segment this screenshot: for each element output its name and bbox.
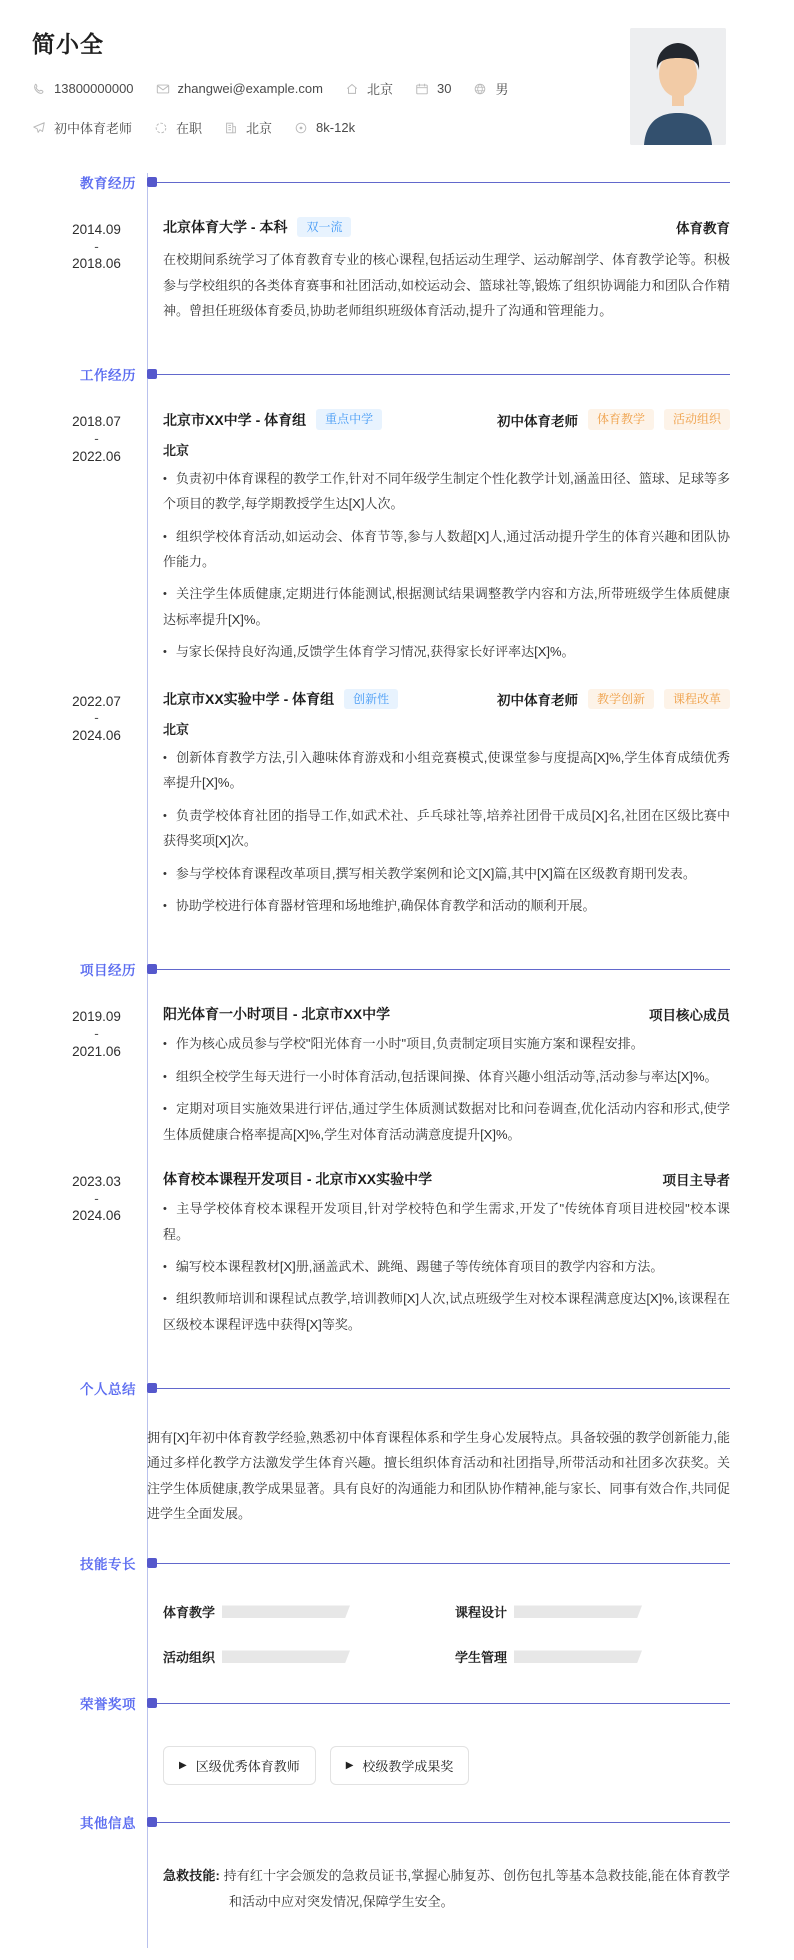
project-bullet: • 组织全校学生每天进行一小时体育活动,包括课间操、体育兴趣小组活动等,活动参与率达[X]%。 (163, 1068, 718, 1084)
section-rule (157, 182, 730, 183)
major-name: 体育教育 (676, 221, 730, 237)
work-bullet: • 组织学校体育活动,如运动会、体育节等,参与人数超[X]人,通过活动提升学生的体育兴趣和团队协作能力。 (163, 528, 730, 570)
profile-photo (630, 28, 726, 145)
section-title-projects: 项目经历 (80, 963, 136, 979)
entry-dates: 2014.09 - 2018.06 (72, 222, 121, 272)
timeline-node (147, 1698, 157, 1708)
role-tag: 体育教学 (588, 409, 654, 429)
contact-status: 在职 (154, 118, 202, 137)
honor-chip[interactable]: ▶ 区级优秀体育教师 (163, 1746, 316, 1785)
work-location: 北京 (163, 442, 190, 458)
contact-gender: 男 (473, 79, 508, 98)
timeline-node (147, 964, 157, 974)
skill-item: 课程设计 (455, 1602, 730, 1621)
work-bullet: • 负责初中体育课程的教学工作,针对不同年级学生制定个性化教学计划,涵盖田径、篮球、足球等多个项目的教学,每学期教授学生达[X]人次。 (163, 470, 730, 512)
other-info-text: 急救技能: 持有红十字会颁发的急救员证书,掌握心肺复苏、创伤包扎等基本急救技能,能在体育教学和活动中应对突发情况,保障学生安全。 (163, 1868, 730, 1909)
project-bullet: • 定期对项目实施效果进行评估,通过学生体质测试数据对比和问卷调查,优化活动内容和形式,使学生体质健康合格率提高[X]%,学生对体育活动满意度提升[X]%。 (163, 1101, 730, 1142)
education-desc: 在校期间系统学习了体育教育专业的核心课程,包括运动生理学、运动解剖学、体育教学论等。积极参与学校组织的各类体育赛事和社团活动,如校运动会、篮球社等,锻炼了组织协调能力和团队合作精神。曾担任班级体育委员,协助老师组织班级体育活动,提升了沟通和管理能力。 (163, 252, 730, 319)
skill-item: 学生管理 (455, 1647, 730, 1666)
project-bullet: • 组织教师培训和课程试点教学,培训教师[X]人次,试点班级学生对校本课程满意度达[X]%,该课程在区级校本课程评选中获得[X]等奖。 (163, 1291, 730, 1332)
section-rule (157, 374, 730, 375)
skill-bar (222, 1650, 350, 1663)
project-name: 体育校本课程开发项目 - 北京市XX实验中学 (163, 1171, 433, 1188)
resume-body (0, 155, 794, 1960)
timeline-node (147, 1817, 157, 1827)
skill-item: 体育教学 (163, 1602, 455, 1621)
job-role: 初中体育老师 (496, 692, 578, 708)
section-rule (157, 1388, 730, 1389)
play-icon: ▶ (345, 1760, 354, 1772)
email-icon (156, 82, 170, 96)
role-tag: 课程改革 (664, 689, 730, 709)
contact-location: 北京 (345, 79, 393, 98)
work-bullet: • 关注学生体质健康,定期进行体能测试,根据测试结果调整教学内容和方法,所带班级学生体质健康达标率提升[X]%。 (163, 586, 730, 627)
skill-list (0, 1602, 794, 1666)
contact-job-title: 初中体育老师 (32, 118, 132, 137)
other-info-label: 急救技能: (163, 1868, 220, 1884)
entry-dates: 2018.07 - 2022.06 (72, 414, 121, 464)
gender-icon (473, 82, 487, 96)
section-education (0, 169, 794, 355)
project-role: 项目核心成员 (649, 1008, 730, 1024)
company-tag: 创新性 (344, 689, 398, 709)
section-title-education: 教育经历 (80, 176, 136, 191)
timeline-node (147, 369, 157, 379)
candidate-name: 简小全 (32, 31, 104, 57)
work-location: 北京 (163, 721, 190, 737)
section-title-summary: 个人总结 (80, 1382, 136, 1398)
skill-bar (222, 1605, 350, 1618)
honor-chip[interactable]: ▶ 校级教学成果奖 (330, 1746, 470, 1785)
school-name: 北京体育大学 - 本科 (163, 219, 288, 236)
section-skills (0, 1550, 794, 1684)
section-title-skills: 技能专长 (80, 1557, 136, 1573)
project-bullet: • 编写校本课程教材[X]册,涵盖武术、跳绳、踢毽子等传统体育项目的教学内容和方法。 (163, 1258, 664, 1274)
project-bullet: • 主导学校体育校本课程开发项目,针对学校特色和学生需求,开发了"传统体育项目进校园"校本课程。 (163, 1201, 730, 1242)
project-bullet: • 作为核心成员参与学校"阳光体育一小时"项目,负责制定项目实施方案和课程安排。 (163, 1036, 644, 1052)
city-icon (224, 121, 238, 135)
contact-age: 30 (415, 81, 451, 96)
section-rule (157, 969, 730, 970)
education-entry (0, 217, 794, 323)
entry-dates: 2019.09 - 2021.06 (72, 1009, 121, 1059)
phone-icon (32, 82, 46, 96)
project-entry (0, 1169, 794, 1337)
skill-item: 活动组织 (163, 1647, 455, 1666)
section-summary (0, 1375, 794, 1544)
contact-city: 北京 (224, 118, 272, 137)
company-tag: 重点中学 (316, 409, 382, 429)
play-icon: ▶ (179, 1760, 187, 1772)
section-title-work: 工作经历 (80, 368, 136, 384)
timeline-node (147, 1383, 157, 1393)
project-entry (0, 1004, 794, 1147)
contact-salary: 8k-12k (294, 120, 355, 135)
section-other (0, 1809, 794, 1932)
status-icon (154, 121, 168, 135)
section-rule (157, 1563, 730, 1564)
skill-bar (514, 1650, 642, 1663)
honor-list (0, 1746, 794, 1785)
work-bullet: • 协助学校进行体育器材管理和场地维护,确保体育教学和活动的顺利开展。 (163, 897, 596, 913)
resume-header (0, 0, 794, 155)
entry-dates: 2022.07 - 2024.06 (72, 693, 121, 743)
work-bullet: • 负责学校体育社团的指导工作,如武术社、乒乓球社等,培养社团骨干成员[X]名,社团在区级比赛中获得奖项[X]次。 (163, 807, 730, 849)
section-projects (0, 956, 794, 1369)
section-honors (0, 1690, 794, 1803)
job-icon (32, 121, 46, 135)
school-tag: 双一流 (297, 217, 351, 237)
company-name: 北京市XX中学 - 体育组 (163, 411, 307, 428)
age-icon (415, 82, 429, 96)
work-entry (0, 689, 794, 919)
project-role: 项目主导者 (662, 1173, 730, 1189)
summary-text: 拥有[X]年初中体育教学经验,熟悉初中体育课程体系和学生身心发展特点。具备较强的教学创新能力,能通过多样化教学方法激发学生体育兴趣。擅长组织体育活动和社团指导,所带活动和社团多次获奖。关注学生体质健康,教学成果显著。具有良好的沟通能力和团队协作精神,能与家长、同事有效合作,共同促进学生全面发展。 (147, 1430, 730, 1522)
contact-phone: 13800000000 (32, 81, 134, 96)
work-bullet: • 创新体育教学方法,引入趣味体育游戏和小组竞赛模式,使课堂参与度提高[X]%,学生体育成绩优秀率提升[X]%。 (163, 749, 730, 791)
section-work (0, 361, 794, 950)
project-name: 阳光体育一小时项目 - 北京市XX中学 (163, 1006, 391, 1023)
section-rule (157, 1822, 730, 1823)
work-entry (0, 409, 794, 664)
timeline-node (147, 177, 157, 187)
entry-dates: 2023.03 - 2024.06 (72, 1174, 121, 1224)
section-title-other: 其他信息 (80, 1816, 136, 1832)
contact-row-2 (32, 118, 730, 137)
location-icon (345, 82, 359, 96)
contact-email: zhangwei@example.com (156, 81, 323, 96)
role-tag: 教学创新 (588, 689, 654, 709)
job-role: 初中体育老师 (496, 413, 578, 429)
role-tag: 活动组织 (664, 409, 730, 429)
timeline-node (147, 1558, 157, 1568)
skill-bar (514, 1605, 642, 1618)
work-bullet: • 与家长保持良好沟通,反馈学生体育学习情况,获得家长好评率达[X]%。 (163, 644, 575, 660)
section-title-honors: 荣誉奖项 (80, 1697, 136, 1713)
work-bullet: • 参与学校体育课程改革项目,撰写相关教学案例和论文[X]篇,其中[X]篇在区级教育期刊发表。 (163, 865, 696, 881)
salary-icon (294, 121, 308, 135)
section-rule (157, 1703, 730, 1704)
company-name: 北京市XX实验中学 - 体育组 (163, 690, 335, 707)
contact-row-1 (32, 79, 730, 98)
